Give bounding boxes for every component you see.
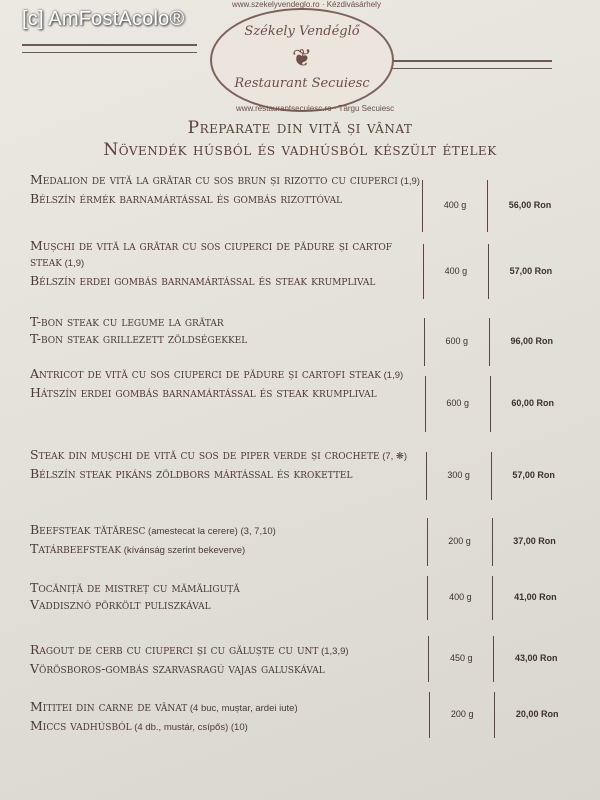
menu-item-name-hu-text: Bélszín érmék barnamártással és gombás rizottóval — [30, 191, 343, 206]
menu-item-name-hu — [30, 273, 420, 289]
column-divider-right — [487, 180, 488, 232]
column-divider-left — [426, 452, 427, 500]
menu-item-name-hu-text: Vörösboros-gombás szarvasragú vajas galuskával — [30, 661, 325, 676]
logo-bottom-text: Restaurant Secuiesc — [234, 76, 370, 91]
menu-item-price: 41,00 Ron — [514, 592, 557, 602]
column-divider-right — [493, 636, 494, 682]
menu-item-note-ro: (amestecat la cerere) (3, 7,10) — [145, 526, 276, 537]
menu-item — [30, 447, 420, 482]
menu-item-name-ro-text: Steak din mușchi de vită cu sos de piper verde și crochete — [30, 447, 380, 462]
menu-item-name-hu — [30, 718, 420, 736]
menu-item — [30, 642, 420, 677]
menu-item — [30, 314, 420, 347]
menu-item — [30, 522, 420, 559]
menu-item-name-ro-text: Mititei din carne de vânat — [30, 699, 188, 714]
menu-item — [30, 172, 420, 207]
logo-url-left: www.szekelyvendeglo.ro · Kézdivásárhely — [232, 0, 381, 9]
menu-item-name-ro — [30, 447, 420, 465]
menu-item-name-ro — [30, 366, 420, 384]
menu-item-note-hu: (4 db., mustár, csípős) (10) — [131, 722, 248, 733]
menu-item-price: 20,00 Ron — [515, 709, 559, 719]
header-rule-left-thin — [22, 52, 197, 53]
menu-item-name-ro-text: Medalion de vită la grătar cu sos brun și rizotto cu ciuperci — [30, 172, 398, 187]
menu-item-weight: 400 g — [443, 200, 467, 210]
column-divider-right — [494, 692, 495, 738]
menu-item — [30, 699, 420, 736]
menu-item-name-ro — [30, 642, 420, 660]
menu-item-name-ro — [30, 172, 420, 190]
menu-item-name-hu-text: Bélszín erdei gombás barnamártással és steak krumplival — [30, 273, 376, 288]
menu-item-note-hu: (kívánság szerint bekeverve) — [121, 545, 246, 556]
menu-item-price: 96,00 Ron — [510, 336, 554, 346]
menu-item-note-ro: (1,3,9) — [318, 646, 349, 657]
menu-item-weight: 600 g — [445, 336, 469, 346]
column-divider-right — [492, 518, 493, 566]
column-divider-left — [425, 376, 426, 432]
column-divider-left — [427, 518, 428, 566]
menu-item-price: 37,00 Ron — [513, 536, 556, 546]
section-title-hu: Növendék húsból és vadhúsból készült ételek — [103, 140, 497, 160]
column-divider-left — [422, 180, 423, 232]
column-divider-left — [428, 636, 429, 682]
menu-item-name-hu-text: Bélszín steak pikáns zöldbors mártással és krokettel — [30, 466, 353, 481]
column-divider-right — [490, 376, 491, 432]
watermark-text: [c] AmFostAcolo® — [22, 8, 185, 30]
column-divider-right — [492, 576, 493, 620]
column-divider-right — [489, 318, 490, 366]
restaurant-logo — [210, 8, 394, 112]
column-divider-left — [423, 244, 424, 299]
menu-item-name-hu — [30, 331, 420, 347]
menu-item-price: 43,00 Ron — [515, 653, 558, 663]
menu-item-name-ro-text: Tocăniță de mistreț cu mămăliguță — [30, 580, 240, 595]
menu-item-note-ro: (4 buc, muștar, ardei iute) — [187, 703, 298, 714]
menu-item-note-ro: (1,9) — [61, 258, 85, 269]
header-rule-left — [22, 44, 197, 46]
column-divider-right — [491, 452, 492, 500]
menu-item-name-hu-text: Hátszín erdei gombás barnamártással és steak krumplival — [30, 385, 377, 400]
menu-item — [30, 580, 420, 613]
menu-item-name-hu — [30, 597, 420, 613]
menu-item-price: 56,00 Ron — [508, 200, 552, 210]
menu-item-name-hu-text: Tatárbeefsteak — [30, 541, 122, 556]
section-title-ro: Preparate din vită și vânat — [187, 118, 413, 138]
menu-item-name-ro-text: T-bon steak cu legume la grătar — [30, 314, 224, 329]
menu-item — [30, 238, 420, 289]
menu-item-name-ro — [30, 580, 420, 596]
header-rule-right — [392, 60, 552, 62]
menu-item-note-ro: (1,9) — [397, 176, 420, 187]
menu-item-weight: 200 g — [450, 709, 474, 719]
menu-item-name-ro — [30, 238, 420, 272]
logo-top-text: Székely Vendéglő — [244, 24, 360, 39]
menu-item-name-hu — [30, 541, 420, 559]
menu-item-name-ro — [30, 314, 420, 330]
menu-item-name-ro-text: Mușchi de vită la grătar cu sos ciuperci de pădure și cartof steak — [30, 238, 393, 269]
menu-item-weight: 450 g — [450, 653, 473, 663]
menu-item-name-ro-text: Antricot de vită cu sos ciuperci de pădure și cartofi steak — [30, 366, 381, 381]
header-rule-right-thin — [392, 68, 552, 69]
logo-ornament-icon: ❦ — [291, 44, 313, 72]
menu-item-name-hu — [30, 385, 420, 401]
logo-url-right: www.restaurantsecuiesc.ro · Târgu Secuiesc — [236, 104, 395, 113]
menu-item-weight: 600 g — [446, 398, 469, 408]
column-divider-left — [427, 576, 428, 620]
menu-item-weight: 200 g — [448, 536, 471, 546]
menu-item-name-hu-text: T-bon steak grillezett zöldségekkel — [30, 331, 248, 346]
menu-item-name-ro — [30, 522, 420, 540]
menu-item-name-hu-text: Miccs vadhúsból — [30, 718, 132, 733]
menu-item-price: 57,00 Ron — [512, 470, 555, 480]
menu-item-note-ro: (7, ❋) — [379, 451, 408, 462]
menu-item-name-hu — [30, 466, 420, 482]
column-divider-left — [429, 692, 430, 738]
menu-item-name-hu — [30, 661, 420, 677]
menu-item-weight: 400 g — [449, 592, 472, 602]
menu-item-name-hu — [30, 191, 420, 207]
menu-item-weight: 400 g — [444, 265, 468, 276]
menu-item-name-ro-text: Ragout de cerb cu ciuperci și cu găluște cu unt — [30, 642, 319, 657]
menu-item-name-ro-text: Beefsteak tătăresc — [30, 522, 146, 537]
column-divider-right — [488, 244, 489, 299]
menu-item-note-ro: (1,9) — [381, 370, 404, 381]
menu-item — [30, 366, 420, 401]
menu-item-price: 60,00 Ron — [511, 398, 554, 408]
column-divider-left — [424, 318, 425, 366]
menu-item-name-ro — [30, 699, 420, 717]
menu-item-weight: 300 g — [447, 470, 470, 480]
menu-item-price: 57,00 Ron — [509, 265, 553, 276]
menu-item-name-hu-text: Vaddisznó pörkölt puliszkával — [30, 597, 211, 612]
